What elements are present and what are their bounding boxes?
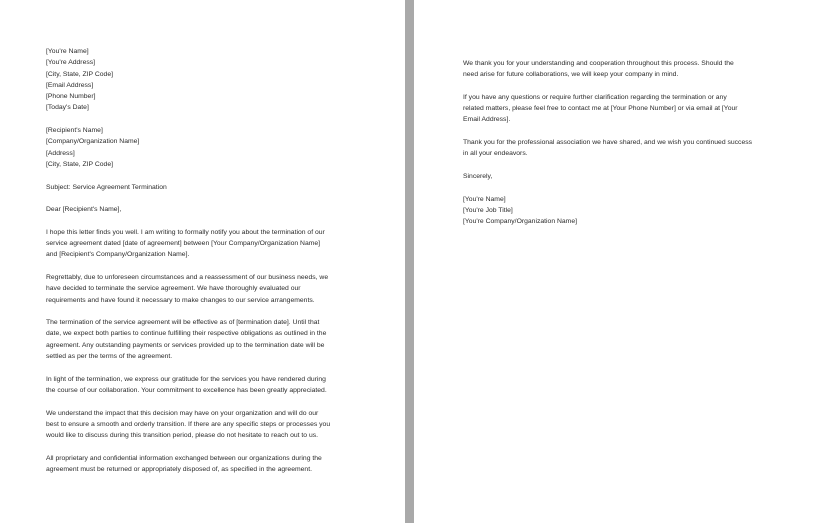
paragraph-line: need arise for future collaborations, we will keep your company in mind. xyxy=(463,71,679,79)
paragraph xyxy=(46,408,364,442)
sender-email: [Email Address] xyxy=(46,81,94,89)
signature-company: [You're Company/Organization Name] xyxy=(463,218,578,226)
paragraph-line: and [Recipient's Company/Organization Name]. xyxy=(46,251,190,259)
paragraph-line: have decided to terminate the service agreement. We have thoroughly evaluated our xyxy=(46,285,301,293)
paragraph-line: would like to discuss during this transition period, please do not hesitate to reach out to us. xyxy=(46,432,319,440)
sender-name: [You're Name] xyxy=(46,48,89,55)
paragraph-line: All proprietary and confidential information exchanged between our organizations during the xyxy=(46,454,322,462)
paragraph xyxy=(463,58,783,81)
sender-phone: [Phone Number] xyxy=(46,93,96,101)
recipient-company: [Company/Organization Name] xyxy=(46,138,140,146)
recipient-name: [Recipient's Name] xyxy=(46,127,103,135)
paragraph xyxy=(46,374,364,397)
paragraph-line: related matters, please feel free to contact me at [Your Phone Number] or via email at [Your xyxy=(463,105,738,113)
paragraph-line: I hope this letter finds you well. I am writing to formally notify you about the termination of our xyxy=(46,228,325,236)
subject-line: Subject: Service Agreement Termination xyxy=(46,183,167,191)
paragraph xyxy=(46,317,364,362)
paragraph xyxy=(46,453,364,476)
page-2-text xyxy=(463,58,783,227)
paragraph-line: In light of the termination, we express our gratitude for the services you have rendered during xyxy=(46,375,326,383)
paragraph-line: service agreement dated [date of agreement] between [Your Company/Organization Name] xyxy=(46,240,321,248)
paragraph-line: Thank you for the professional association we have shared, and we wish you continued success xyxy=(463,139,753,147)
recipient-block xyxy=(46,125,364,170)
paragraph-line: requirements and have found it necessary to make changes to our service arrangements. xyxy=(46,296,315,304)
document-page-2 xyxy=(414,0,821,523)
paragraph-line: We thank you for your understanding and cooperation throughout this process. Should the xyxy=(463,60,734,67)
paragraph xyxy=(46,227,364,261)
paragraph-line: Regrettably, due to unforeseen circumstances and a reassessment of our business needs, we xyxy=(46,273,329,281)
document-page-1 xyxy=(0,0,405,523)
paragraph-line: date, we expect both parties to continue fulfilling their respective obligations as outlined in the xyxy=(46,330,327,338)
paragraph-line: in all your endeavors. xyxy=(463,150,528,158)
sender-address: [You're Address] xyxy=(46,59,96,67)
paragraph-line: the course of our collaboration. Your commitment to excellence has been greatly appreciated. xyxy=(46,386,327,394)
signature-block xyxy=(463,194,783,228)
page-divider xyxy=(405,0,414,523)
signature-title: [You're Job Title] xyxy=(463,206,513,214)
closing: Sincerely, xyxy=(463,172,493,180)
signature-name: [You're Name] xyxy=(463,195,506,203)
paragraph-line: The termination of the service agreement will be effective as of [termination date]. Until that xyxy=(46,319,320,327)
paragraph-line: agreement. Any outstanding payments or services provided up to the termination date will be xyxy=(46,341,325,349)
paragraph-line: agreement must be returned or appropriately disposed of, as specified in the agreement. xyxy=(46,465,312,473)
paragraph xyxy=(46,272,364,306)
paragraph-line: Email Address]. xyxy=(463,116,511,124)
sender-block xyxy=(46,46,364,114)
paragraph xyxy=(463,92,783,126)
paragraph-line: best to ensure a smooth and orderly transition. If there are any specific steps or processes you xyxy=(46,420,331,428)
recipient-city: [City, State, ZIP Code] xyxy=(46,160,113,168)
paragraph-line: If you have any questions or require further clarification regarding the termination or any xyxy=(463,93,727,101)
sender-date: [Today's Date] xyxy=(46,104,89,112)
greeting: Dear [Recipient's Name], xyxy=(46,206,122,214)
recipient-address: [Address] xyxy=(46,149,75,157)
paragraph-line: We understand the impact that this decision may have on your organization and will do our xyxy=(46,409,319,417)
paragraph-line: settled as per the terms of the agreement. xyxy=(46,353,173,361)
paragraph xyxy=(463,137,783,160)
page-1-text xyxy=(46,46,364,475)
sender-city: [City, State, ZIP Code] xyxy=(46,70,113,78)
